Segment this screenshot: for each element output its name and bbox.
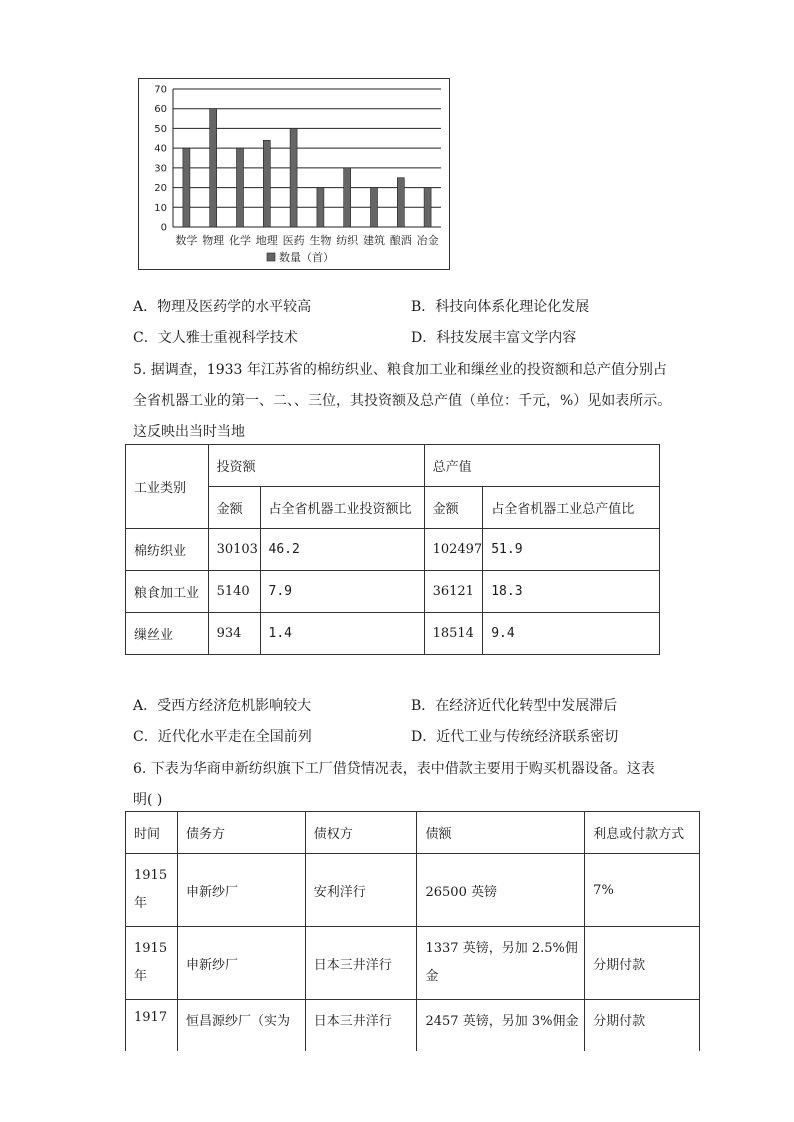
bar [237,148,244,227]
y-tick-label: 0 [160,222,167,234]
row-debtor: 申新纱厂 [177,854,305,927]
q4-option-b[interactable]: B．科技向体系化理论化发展 [411,299,590,315]
row-inv-pct: 46.2 [260,529,424,571]
row-inv: 30103 [208,529,260,571]
bar [371,188,378,227]
y-tick-label: 50 [154,123,167,135]
y-tick-label: 30 [154,163,167,175]
row-amount: 1337 英镑，另加 2.5%佣 金 [417,927,585,1000]
y-tick-label: 10 [154,202,167,214]
q5-option-a[interactable]: A．受西方经济危机影响较大 [133,698,312,714]
row-time: 1915 年 [126,927,178,1000]
y-tick-label: 70 [154,84,167,96]
q6-table [125,811,700,1051]
bar-chart-frame [138,78,450,270]
x-tick-label: 生物 [309,234,332,247]
bar [290,128,297,227]
row-terms: 7% [585,854,700,927]
x-tick-label: 物理 [202,234,225,247]
row-creditor: 日本三井洋行 [305,927,417,1000]
q5-header-investment: 投资额 [208,445,424,487]
x-tick-label: 医药 [282,234,305,247]
row-name: 缫丝业 [126,613,209,655]
y-tick-label: 40 [154,143,167,155]
q5-table [125,444,660,655]
row-creditor: 日本三井洋行 [305,1000,417,1052]
q6-header-creditor: 债权方 [305,812,417,854]
x-tick-label: 冶金 [416,234,439,247]
q5-stem-line3: 这反映出当时当地 [133,424,245,440]
q6-header-debtor: 债务方 [177,812,305,854]
row-debtor: 申新纱厂 [177,927,305,1000]
q5-subheader-out-ratio: 占全省机器工业总产值比 [483,487,660,529]
row-inv-pct: 7.9 [260,571,424,613]
q6-header-terms: 利息或付款方式 [585,812,700,854]
x-tick-label: 酿酒 [389,234,412,247]
row-terms: 分期付款 [585,1000,700,1052]
row-name: 粮食加工业 [126,571,209,613]
q6-stem-line2: 明( ) [133,792,163,808]
y-tick-label: 20 [154,183,167,195]
x-tick-label: 化学 [229,234,251,247]
row-time: 1917 [126,1000,178,1052]
row-out: 36121 [424,571,483,613]
row-terms: 分期付款 [585,927,700,1000]
q5-header-output: 总产值 [424,445,659,487]
x-tick-label: 地理 [255,234,278,247]
q4-option-d[interactable]: D．科技发展丰富文学内容 [411,330,577,346]
bar [263,140,270,227]
q4-option-a[interactable]: A．物理及医药学的水平较高 [133,299,312,315]
table-row [126,1000,700,1052]
x-tick-label: 纺织 [336,234,359,247]
q4-option-c[interactable]: C．文人雅士重视科学技术 [133,330,298,346]
q5-header-category: 工业类别 [126,445,209,529]
row-out: 102497 [424,529,483,571]
row-out: 18514 [424,613,483,655]
bar [397,178,404,227]
row-debtor: 恒昌源纱厂（实为 [177,1000,305,1052]
x-tick-label: 数学 [175,234,198,247]
table-row [126,571,660,613]
table-row [126,927,700,1000]
q6-stem-line1: 6. 下表为华商申新纺织旗下工厂借贷情况表，表中借款主要用于购买机器设备。这表 [133,761,655,777]
row-amount: 26500 英镑 [417,854,585,927]
q5-subheader-amount2: 金额 [424,487,483,529]
x-tick-label: 建筑 [363,234,385,247]
row-out-pct: 51.9 [483,529,660,571]
bar-chart [139,79,451,271]
row-amount: 2457 英镑，另加 3%佣金 [417,1000,585,1052]
row-name: 棉纺织业 [126,529,209,571]
q6-header-amount: 债额 [417,812,585,854]
bar [344,168,351,227]
bar [183,148,190,227]
q5-option-d[interactable]: D．近代工业与传统经济联系密切 [411,729,619,745]
q5-option-c[interactable]: C．近代化水平走在全国前列 [133,729,312,745]
y-tick-label: 60 [154,104,167,116]
q5-option-b[interactable]: B．在经济近代化转型中发展滞后 [411,698,618,714]
q5-subheader-amount: 金额 [208,487,260,529]
table-row [126,613,660,655]
q5-stem-line2: 全省机器工业的第一、二、、三位，其投资额及总产值（单位：千元，%）见如表所示。 [133,393,672,409]
row-inv-pct: 1.4 [260,613,424,655]
row-inv: 5140 [208,571,260,613]
row-creditor: 安利洋行 [305,854,417,927]
bar [424,188,431,227]
q5-subheader-inv-ratio: 占全省机器工业投资额比 [260,487,424,529]
table-row [126,854,700,927]
bar [210,109,217,227]
row-out-pct: 18.3 [483,571,660,613]
row-time: 1915 年 [126,854,178,927]
legend-swatch [267,253,275,261]
bar [317,188,324,227]
row-out-pct: 9.4 [483,613,660,655]
legend-label: 数量（首） [279,251,334,264]
q6-header-time: 时间 [126,812,178,854]
q5-stem-line1: 5. 据调查，1933 年江苏省的棉纺织业、粮食加工业和缫丝业的投资额和总产值分别占 [133,362,667,378]
row-inv: 934 [208,613,260,655]
table-row [126,529,660,571]
